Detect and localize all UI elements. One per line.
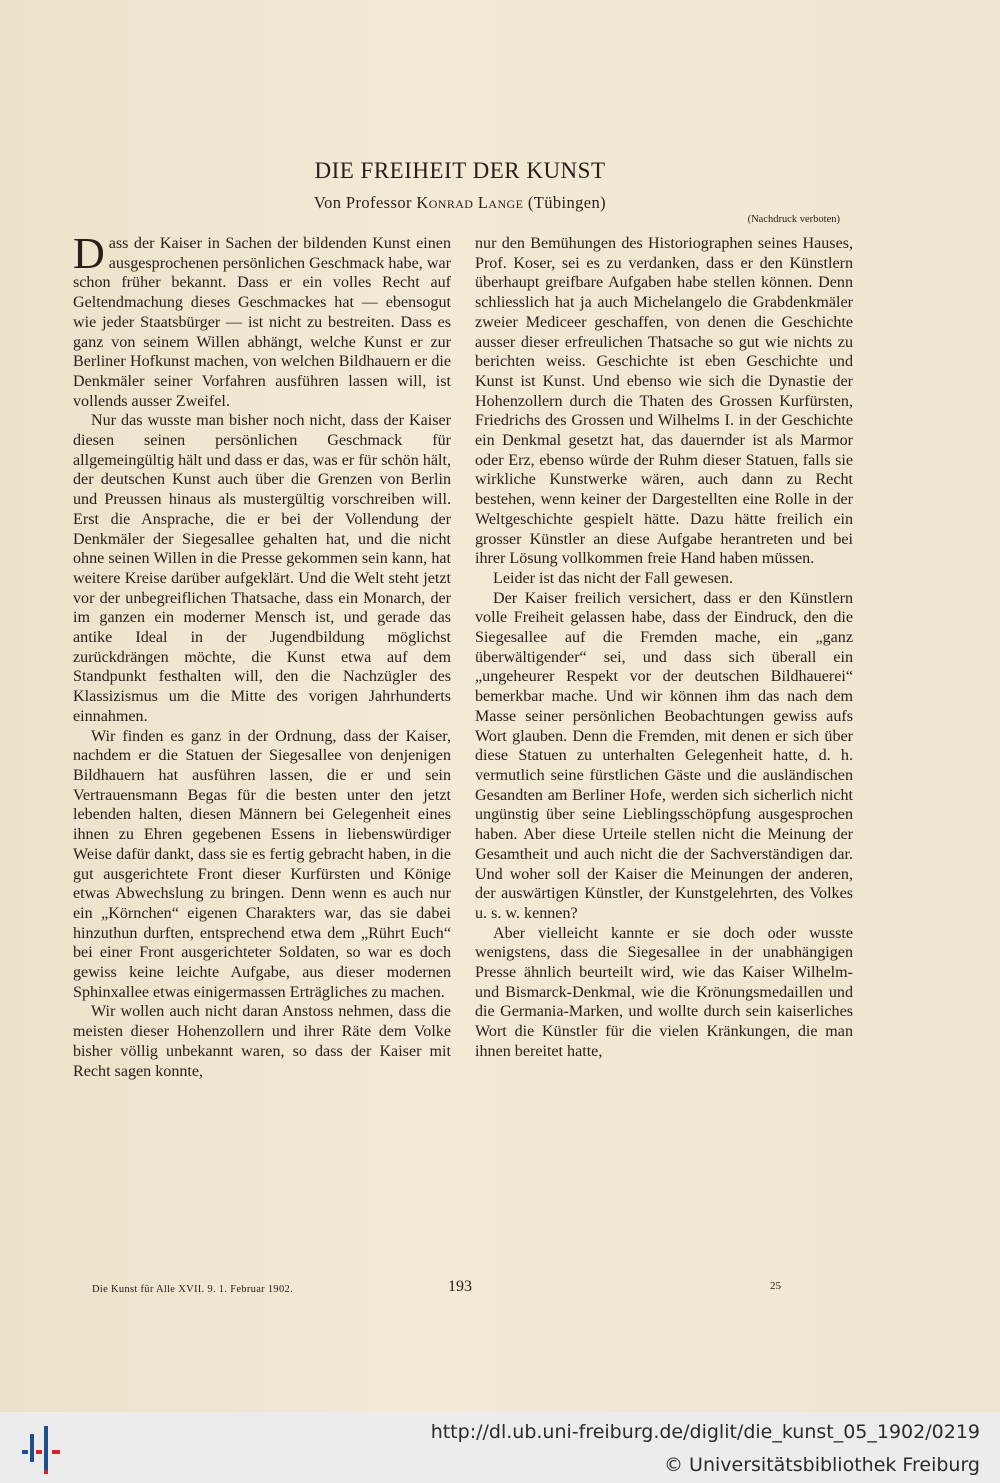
paragraph: Leider ist das nicht der Fall gewesen. bbox=[493, 569, 733, 587]
drop-cap: D bbox=[73, 229, 105, 278]
copyright-notice: © Universitätsbibliothek Freiburg bbox=[664, 1454, 980, 1476]
article-title: DIE FREIHEIT DER KUNST bbox=[314, 158, 606, 183]
paragraph: Dass der Kaiser in Sachen der bildenden Kunst einen ausgesprochenen persönlichen Geschmack habe, war schon früher bekannt. Dass er ein volles Recht auf Geltendmachung dieses Geschmackes hat — ebensogut wie jeder Staatsbürger — ist nicht zu bestreiten. Dass es ganz von seinem Willen abhängt, welche Kunst er zur Berliner Hofkunst machen, von welchen Bildhauern er die Denkmäler seiner Vorfahren ausführen lassen will, ist vollends ausser Zweifel. bbox=[73, 229, 451, 410]
paragraph: Der Kaiser freilich versichert, dass er den Künstlern volle Freiheit gelassen habe, dass der Eindruck, den die Siegesallee auf die Fremden mache, ein „ganz überwältigender“ sei, und dass sich überall ein „ungeheurer Respekt vor der deutschen Bildhauerei“ bemerkbar mache. Und wir können ihm das nach dem Masse seiner persönlichen Beobachtungen gewiss aufs Wort glauben. Denn die Fremden, mit denen er sich über diese Statuen zu unterhalten Gelegenheit hatte, d. h. vermutlich seine fürstlichen Gäste und die ausländischen Gesandten am Berliner Hofe, werden sich sicherlich nicht ungünstig über seine Lieblingsschöpfung ausgesprochen haben. Aber diese Urteile stellen nicht die Meinung der Gesamtheit und auch nicht die der Sachverständigen dar. Und woher soll der Kaiser die Meinungen der anderen, der auswärtigen Künstler, der Kunstgelehrten, des Volkes u. s. w. kennen? bbox=[475, 589, 853, 922]
signature-mark: 25 bbox=[770, 1280, 781, 1292]
text-column-right bbox=[475, 234, 853, 1062]
paragraph: Wir wollen auch nicht daran Anstoss nehmen, dass die meisten dieser Hohenzollern und ihrer Räte dem Volke bisher völlig unbekannt waren, so dass der Kaiser mit Recht sagen konnte, bbox=[73, 1003, 451, 1080]
page-number: 193 bbox=[448, 1278, 472, 1295]
paragraph: Aber vielleicht kannte er sie doch oder wusste wenigstens, dass die Siegesallee in der unabhängigen Presse ähnlich beurteilt wird, wie das Kaiser Wilhelm- und Bismarck-Denkmal, wie die Krönungsmedaillen und die Germania-Marken, und wollte durch sein kaiserliches Wort die Künstler für die vielen Kränkungen, die man ihnen bereitet hatte, bbox=[475, 924, 853, 1060]
journal-footer: Die Kunst für Alle XVII. 9. 1. Februar 1902. bbox=[92, 1284, 293, 1295]
viewer-footer-bar bbox=[0, 1412, 1000, 1483]
text-column-left bbox=[73, 229, 451, 1081]
author-name: Konrad Lange bbox=[416, 193, 524, 212]
author-affiliation: (Tübingen) bbox=[523, 193, 607, 212]
paragraph: nur den Bemühungen des Historiographen seines Hauses, Prof. Koser, sei es zu verdanken, dass er den Künstlern überhaupt greifbare Aufgaben habe stellen können. Denn schliesslich hat ja auch Michelangelo die Grabdenkmäler zweier Mediceer geschaffen, von denen die Geschichte ausser dieser erfreulichen Thatsache so gut wie nichts zu berichten weiss. Geschichte ist eben Geschichte und Kunst ist Kunst. Und ebenso wie sich die Dynastie der Hohenzollern durch die Thaten des Grossen Kurfürsten, Friedrichs des Grossen und Wilhelms I. in der Geschichte ein Denkmal gesetzt hat, das dauernder ist als Marmor oder Erz, ebenso würde der Ruhm dieser Statuen, falls sie wirkliche Kunstwerke wären, auch dann zu Recht bestehen, wenn keiner der Dargestellten eine Rolle in der Weltgeschichte gespielt hätte. Dazu hätte freilich ein grosser Künstler an diese Aufgabe herantreten und bei ihrer Lösung vollkommen freie Hand haben müssen. bbox=[475, 235, 853, 568]
ub-freiburg-logo-icon[interactable] bbox=[20, 1420, 70, 1476]
paragraph: Nur das wusste man bisher noch nicht, dass der Kaiser diesen seinen persönlichen Geschmack für allgemeingültig hält und dass er das, was er für schön hält, der deutschen Kunst auch über die Grenzen von Berlin und Preussen hinaus als mustergültig vorschreiben will. Erst die Ansprache, die er bei der Vollendung der Denkmäler der Siegesallee gehalten hat, und die nicht ohne seinen Willen in die Presse gekommen sein kann, hat weitere Kreise darüber aufgeklärt. Und die Welt steht jetzt vor der unbegreiflichen Thatsache, dass ein Monarch, der im ganzen ein moderner Mensch ist, und gerade das antike Ideal in der Jugendbildung möglichst zurückdrängen möchte, die Kunst etwa auf dem Standpunkt festhalten will, den die Nachzügler des Klassizismus um die Mitte des vorigen Jahrhunderts einnahmen. bbox=[73, 412, 451, 725]
reprint-notice: (Nachdruck verboten) bbox=[747, 214, 840, 225]
byline-prefix: Von Professor bbox=[313, 193, 417, 212]
permalink-url[interactable]: http://dl.ub.uni-freiburg.de/diglit/die_kunst_05_1902/0219 bbox=[430, 1421, 980, 1443]
article-byline bbox=[0, 193, 920, 213]
paragraph: Wir finden es ganz in der Ordnung, dass der Kaiser, nachdem er die Statuen der Siegesallee von denjenigen Bildhauern hat ausführen lassen, die er und sein Vertrauensmann Begas für die besten unter den jetzt lebenden halten, diesen Männern bei Gelegenheit eines ihnen zu Ehren gegebenen Essens in liebenswürdiger Weise dafür dankt, dass sie es fertig gebracht haben, in die gut ausgerichtete Front dieser Kurfürsten und Könige etwas Abwechslung zu bringen. Denn wenn es auch nur ein „Körnchen“ eigenen Charakters war, das sie dabei hinzuthun durften, entsprechend etwa dem „Rührt Euch“ bei einer Front ausgerichteter Soldaten, so war es doch gewiss keine leichte Aufgabe, aus dieser modernen Sphinxallee etwas einigermassen Erträgliches zu machen. bbox=[73, 727, 451, 1001]
